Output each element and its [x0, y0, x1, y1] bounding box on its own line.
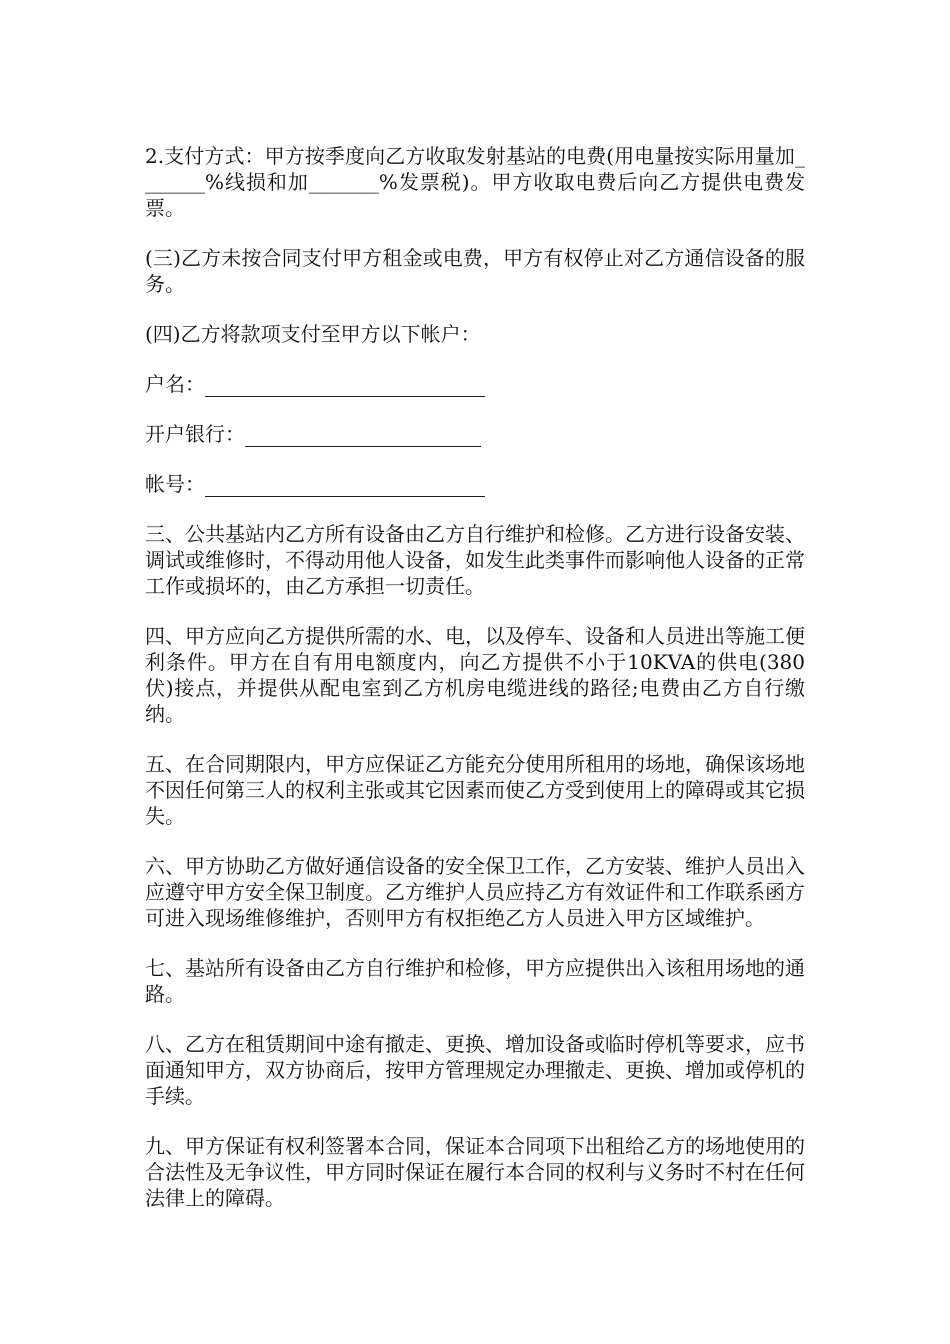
account-number-label: 帐号：: [145, 472, 205, 496]
account-name-blank: [205, 376, 485, 397]
clause-8: 八、乙方在租赁期间中途有撤走、更换、增加设备或临时停机等要求，应书面通知甲方，双方协商后，按甲方管理规定办理撤走、更换、增加或停机的手续。: [145, 1032, 805, 1108]
clause-7: 七、基站所有设备由乙方自行维护和检修，甲方应提供出入该租用场地的通路。: [145, 956, 805, 1006]
account-number-field: [145, 471, 805, 497]
document-body: [145, 143, 805, 1235]
payment-method-paragraph: 2.支付方式：甲方按季度向乙方收取发射基站的电费(用电量按实际用量加_______%线损和加_______%发票税)。甲方收取电费后向乙方提供电费发票。: [145, 144, 805, 220]
clause-3: 三、公共基站内乙方所有设备由乙方自行维护和检修。乙方进行设备安装、调试或维修时，不得动用他人设备，如发生此类事件而影响他人设备的正常工作或损坏的，由乙方承担一切责任。: [145, 522, 805, 598]
account-name-field: [145, 371, 805, 397]
clause-5: 五、在合同期限内，甲方应保证乙方能充分使用所租用的场地，确保该场地不因任何第三人的权利主张或其它因素而使乙方受到使用上的障碍或其它损失。: [145, 752, 805, 828]
bank-field: [145, 421, 805, 447]
account-name-label: 户名：: [145, 372, 205, 396]
account-number-blank: [205, 476, 485, 497]
non-payment-paragraph: (三)乙方未按合同支付甲方租金或电费，甲方有权停止对乙方通信设备的服务。: [145, 246, 805, 296]
clause-4: 四、甲方应向乙方提供所需的水、电，以及停车、设备和人员进出等施工便利条件。甲方在自有用电额度内，向乙方提供不小于10KVA的供电(380伏)接点，并提供从配电室到乙方机房电缆进线的路径;电费由乙方自行缴纳。: [145, 624, 805, 726]
bank-blank: [245, 426, 481, 447]
clause-9: 九、甲方保证有权利签署本合同，保证本合同项下出租给乙方的场地使用的合法性及无争议性，甲方同时保证在履行本合同的权利与义务时不村在任何法律上的障碍。: [145, 1134, 805, 1210]
bank-label: 开户银行：: [145, 422, 245, 446]
clause-6: 六、甲方协助乙方做好通信设备的安全保卫工作，乙方安装、维护人员出入应遵守甲方安全保卫制度。乙方维护人员应持乙方有效证件和工作联系函方可进入现场维修维护，否则甲方有权拒绝乙方人员进入甲方区域维护。: [145, 854, 805, 930]
account-intro-paragraph: (四)乙方将款项支付至甲方以下帐户：: [145, 322, 481, 346]
